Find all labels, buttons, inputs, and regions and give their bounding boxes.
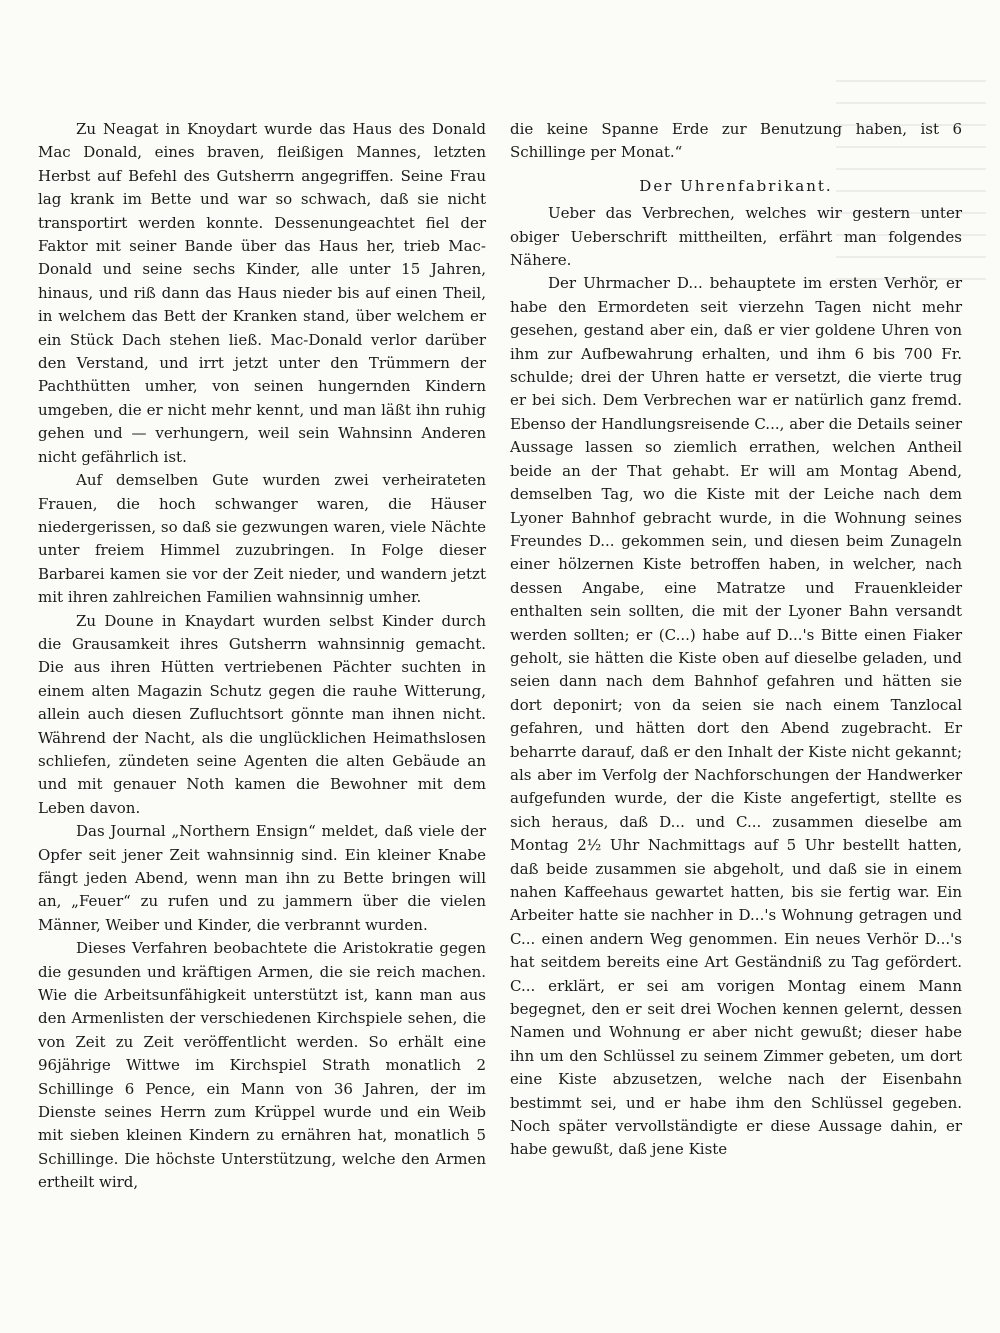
paragraph-aristocracy: Dieses Verfahren beobachtete die Aristokratie gegen die gesunden und kräftigen Armen, die sie reich machen. Wie die Arbeitsunfähigkeit unterstützt ist, kann man aus den Armenlisten der verschiedenen Kirchspiele sehen, die von Zeit zu Zeit veröffentlicht werden. So erhält eine 96jährige Wittwe im Kirchspiel Strath monatlich 2 Schillinge 6 Pence, ein Mann von 36 Jahren, der im Dienste seines Herrn zum Krüppel wurde und ein Weib mit sieben kleinen Kindern zu ernähren hat, monatlich 5 Schillinge. Die höchste Unterstützung, welche den Armen ertheilt wird, xyxy=(38,939,486,1192)
paragraph-neagat: Zu Neagat in Knoydart wurde das Haus des Donald Mac Donald, eines braven, fleißigen Mannes, letzten Herbst auf Befehl des Gutsherrn angegriffen. Seine Frau lag krank im Bette und war so schwach, daß sie nicht transportirt werden konnte. Dessenungeachtet fiel der Faktor mit seiner Bande über das Haus her, trieb Mac-Donald und seine sechs Kinder, alle unter 15 Jahren, hinaus, und riß dann das Haus nieder bis auf einen Theil, in welchem das Bett der Kranken stand, über welchem er ein Stück Dach stehen ließ. Mac-Donald verlor darüber den Verstand, und irrt jetzt unter den Trümmern der Pachthütten umher, von seinen hungernden Kindern umgeben, die er nicht mehr kennt, und man läßt ihn ruhig gehen und — verhungern, weil sein Wahnsinn Anderen nicht gefährlich ist. xyxy=(38,120,486,466)
paragraph-watchmaker: Der Uhrmacher D... behauptete im ersten Verhör, er habe den Ermordeten seit vierzehn Tagen nicht mehr gesehen, gestand aber ein, daß er vier goldene Uhren von ihm zur Aufbewahrung erhalten, und ihm 6 bis 700 Fr. schulde; drei der Uhren hatte er versetzt, die vierte trug er bei sich. Dem Verbrechen war er natürlich ganz fremd. Ebenso der Handlungsreisende C..., aber die Details seiner Aussage lassen so ziemlich errathen, welchen Antheil beide an der That gehabt. Er will am Montag Abend, demselben Tag, wo die Kiste mit der Leiche nach dem Lyoner Bahnhof gebracht wurde, in die Wohnung seines Freundes D... gekommen sein, und diesen beim Zunageln einer hölzernen Kiste betroffen haben, in welcher, nach dessen Angabe, eine Matratze und Frauenkleider enthalten sein sollten, die mit der Lyoner Bahn versandt werden sollten; er (C...) habe auf D...'s Bitte einen Fiaker geholt, sie hätten die Kiste oben auf dieselbe geladen, und seien dann nach dem Bahnhof gefahren und hätten sie dort deponirt; von da seien sie nach einem Tanzlocal gefahren, und hätten dort den Abend zugebracht. Er beharrte darauf, daß er den Inhalt der Kiste nicht gekannt; als aber im Verfolg der Nachforschungen der Handwerker aufgefunden wurde, der die Kiste angefertigt, stellte es sich heraus, daß D... und C... zusammen dieselbe am Montag 2½ Uhr Nachmittags auf 5 Uhr bestellt hatten, daß beide zusammen sie abgeholt, und daß sie in einem nahen Kaffeehaus gewartet hatten, bis sie fertig war. Ein Arbeiter hatte sie nachher in D...'s Wohnung getragen und C... einen andern Weg genommen. Ein neues Verhör D...'s hat seitdem bereits eine Art Geständniß zu Tag gefördert. C... erklärt, er sei am vorigen Montag einem Mann begegnet, den er seit drei Wochen kennen gelernt, dessen Namen und Wohnung er aber nicht gewußt; dieser habe ihn um den Schlüssel zu seinem Zimmer gebeten, um dort eine Kiste abzusetzen, welche nach der Eisenbahn bestimmt sei, und er habe ihm den Schlüssel gegeben. Noch später vervollständigte er diese Aussage dahin, er habe gewußt, daß jene Kiste xyxy=(510,274,962,1159)
paragraph-northern-ensign: Das Journal „Northern Ensign“ meldet, daß viele der Opfer seit jener Zeit wahnsinnig sind. Ein kleiner Knabe fängt jeden Abend, wenn man ihn zu Bette bringen will an, „Feuer“ zu rufen und zu jammern über die vielen Männer, Weiber und Kinder, die verbrannt wurden. xyxy=(38,822,486,934)
paragraph-doune: Zu Doune in Knaydart wurden selbst Kinder durch die Grausamkeit ihres Gutsherrn wahnsinnig gemacht. Die aus ihren Hütten vertriebenen Pächter suchten in einem alten Magazin Schutz gegen die rauhe Witterung, allein auch diesen Zufluchtsort gönnte man ihnen nicht. Während der Nacht, als die unglücklichen Heimathslosen schliefen, zündeten seine Agenten die alten Gebäude an und mit genauer Noth kamen die Bewohner mit dem Leben davon. xyxy=(38,611,486,817)
paragraph-intro: Ueber das Verbrechen, welches wir gestern unter obiger Ueberschrift mittheilten, erfährt man folgendes Nähere. xyxy=(510,204,962,270)
paragraph-same-estate: Auf demselben Gute wurden zwei verheirateten Frauen, die hoch schwanger waren, die Häuser niedergerissen, so daß sie gezwungen waren, viele Nächte unter freiem Himmel zuzubringen. In Folge dieser Barbarei kamen sie vor der Zeit nieder, und wandern jetzt mit ihren zahlreichen Familien wahnsinnig umher. xyxy=(38,471,486,607)
right-column xyxy=(510,118,962,1162)
article-heading: Der Uhrenfabrikant. xyxy=(639,176,833,195)
continued-text: die keine Spanne Erde zur Benutzung haben, ist 6 Schillinge per Monat.“ xyxy=(510,120,962,162)
left-column xyxy=(38,118,486,1195)
